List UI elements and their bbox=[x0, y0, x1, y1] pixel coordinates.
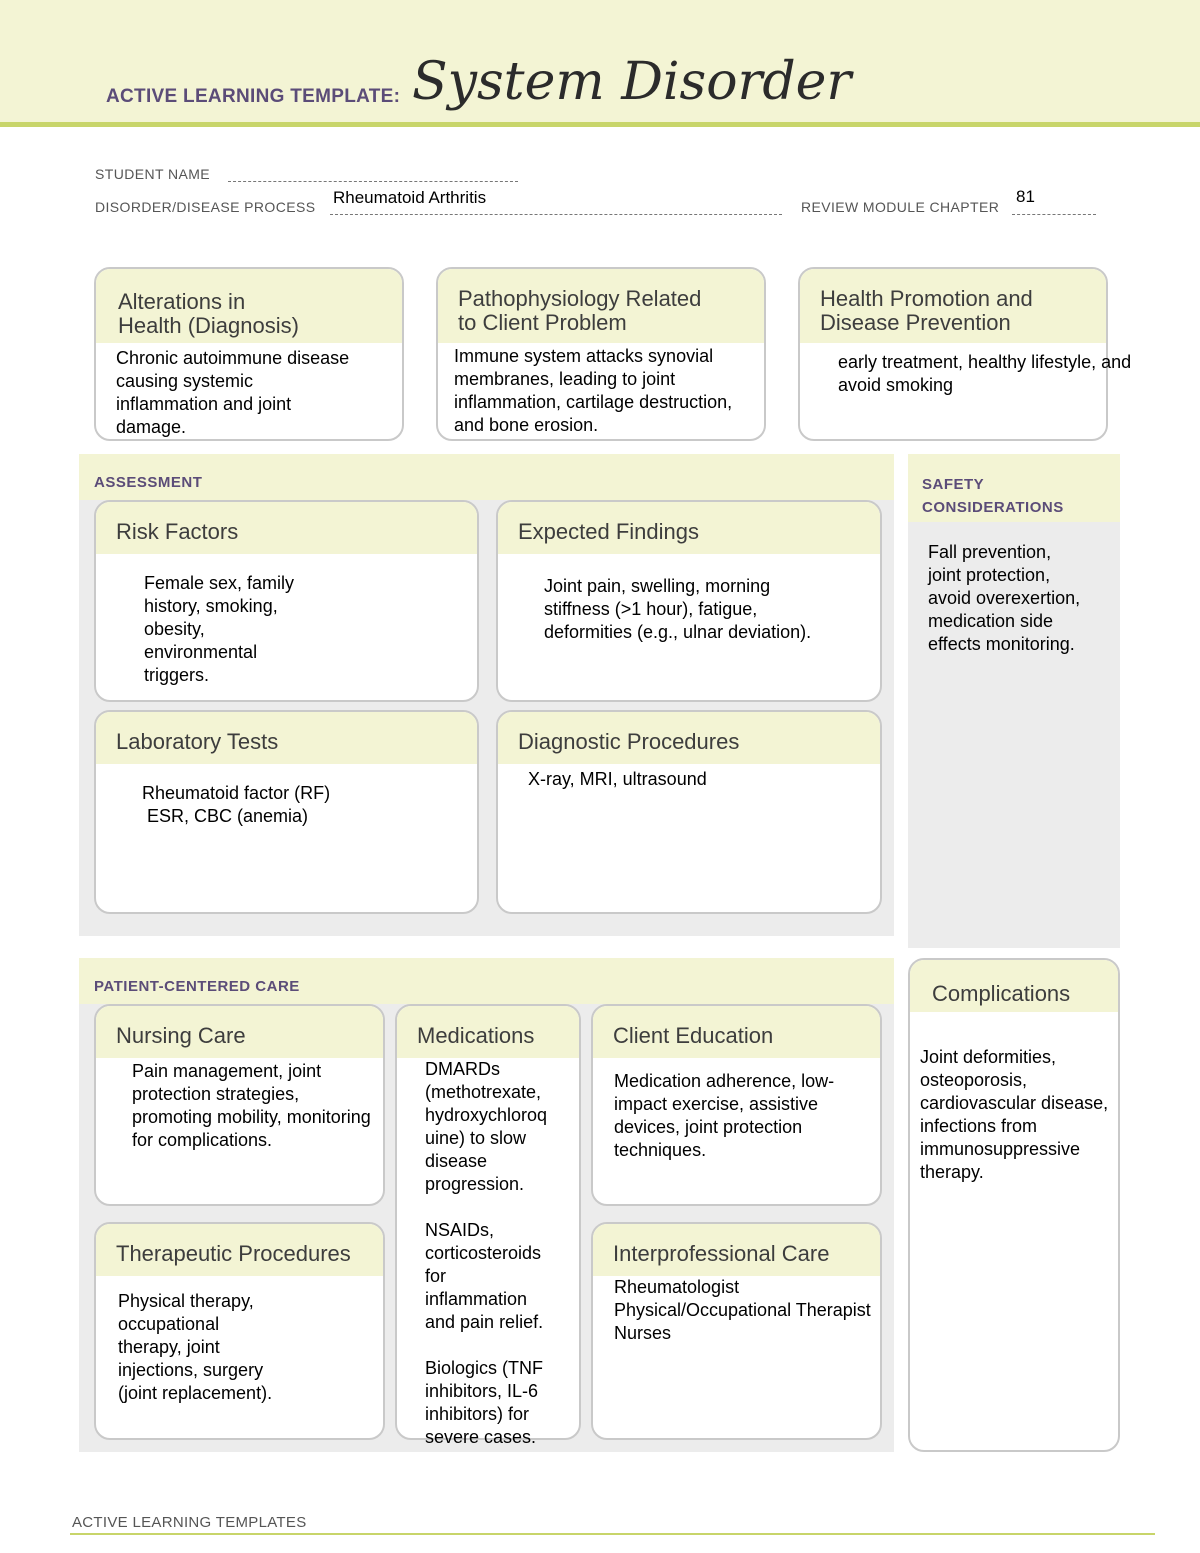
footer-rule bbox=[70, 1533, 1155, 1535]
therapeutic-procedures-text: Physical therapy, occupational therapy, joint injections, surgery (joint replacement). bbox=[118, 1291, 273, 1403]
template-title: System Disorder bbox=[412, 52, 852, 112]
health-promotion-title: Health Promotion and Disease Prevention bbox=[820, 286, 1033, 335]
complications-box bbox=[908, 958, 1120, 1452]
medications-title: Medications bbox=[417, 1023, 535, 1048]
diagnosis-box bbox=[94, 267, 404, 441]
health-promotion-box bbox=[798, 267, 1132, 441]
diagnostic-procedures-box bbox=[496, 710, 882, 914]
expected-findings-box bbox=[496, 500, 882, 702]
laboratory-tests-box bbox=[94, 710, 479, 914]
complications-text: Joint deformities, osteoporosis, cardiovascular disease, infections from immunosuppressive therapy. bbox=[920, 1047, 1109, 1182]
nursing-care-text: Pain management, joint protection strategies, promoting mobility, monitoring for complications. bbox=[132, 1061, 371, 1150]
expected-findings-title: Expected Findings bbox=[518, 519, 699, 544]
safety-label: SAFETY CONSIDERATIONS bbox=[922, 476, 1064, 516]
template-prefix: ACTIVE LEARNING TEMPLATE: bbox=[106, 86, 401, 107]
client-education-text: Medication adherence, low- impact exercise, assistive devices, joint protection techniques. bbox=[614, 1071, 835, 1160]
patient-care-label: PATIENT-CENTERED CARE bbox=[94, 978, 300, 995]
laboratory-tests-text: Rheumatoid factor (RF) ESR, CBC (anemia) bbox=[142, 783, 331, 826]
laboratory-tests-title: Laboratory Tests bbox=[116, 729, 279, 754]
review-chapter-value: 81 bbox=[1016, 187, 1035, 206]
pathophysiology-title: Pathophysiology Related to Client Problem bbox=[458, 286, 702, 335]
header-rule bbox=[0, 122, 1200, 127]
interprofessional-care-text: Rheumatologist Physical/Occupational Therapist Nurses bbox=[614, 1277, 871, 1343]
complications-title: Complications bbox=[932, 981, 1071, 1006]
client-education-title: Client Education bbox=[613, 1023, 774, 1048]
disorder-label: DISORDER/DISEASE PROCESS bbox=[95, 199, 316, 215]
safety-text: Fall prevention, joint protection, avoid overexertion, medication side effects monitoring. bbox=[928, 542, 1081, 654]
review-chapter-label: REVIEW MODULE CHAPTER bbox=[801, 199, 1000, 215]
diagnosis-text: Chronic autoimmune disease causing systemic inflammation and joint damage. bbox=[116, 348, 350, 437]
disorder-field[interactable] bbox=[330, 214, 782, 215]
assessment-label: ASSESSMENT bbox=[94, 474, 203, 491]
safety-panel bbox=[908, 454, 1120, 948]
diagnosis-title: Alterations in Health (Diagnosis) bbox=[118, 289, 299, 338]
medications-box bbox=[395, 1004, 581, 1447]
risk-factors-text: Female sex, family history, smoking, obesity, environmental triggers. bbox=[144, 573, 295, 685]
pathophysiology-box bbox=[436, 267, 766, 441]
interprofessional-care-title: Interprofessional Care bbox=[613, 1241, 830, 1266]
student-name-label: STUDENT NAME bbox=[95, 166, 210, 182]
nursing-care-title: Nursing Care bbox=[116, 1023, 246, 1048]
nursing-care-box bbox=[94, 1004, 385, 1206]
footer-text: ACTIVE LEARNING TEMPLATES bbox=[72, 1514, 307, 1531]
expected-findings-text: Joint pain, swelling, morning stiffness (>1 hour), fatigue, deformities (e.g., ulnar deviation). bbox=[544, 576, 812, 642]
medications-text: DMARDs (methotrexate, hydroxychloroq uine) to slow disease progression. NSAIDs, corticosteroids for inflammation and pain relief. Biologics (TNF inhibitors, IL-6 inhibitors) for severe cases. bbox=[425, 1059, 548, 1447]
review-chapter-field[interactable] bbox=[1012, 214, 1096, 215]
diagnostic-procedures-text: X-ray, MRI, ultrasound bbox=[528, 769, 707, 789]
risk-factors-title: Risk Factors bbox=[116, 519, 239, 544]
student-name-field[interactable] bbox=[228, 181, 518, 182]
diagnostic-procedures-title: Diagnostic Procedures bbox=[518, 729, 740, 754]
therapeutic-procedures-title: Therapeutic Procedures bbox=[116, 1241, 351, 1266]
client-education-box bbox=[591, 1004, 882, 1206]
therapeutic-procedures-box bbox=[94, 1222, 385, 1440]
pathophysiology-text: Immune system attacks synovial membranes, leading to joint inflammation, cartilage destruction, and bone erosion. bbox=[454, 346, 733, 435]
risk-factors-box bbox=[94, 500, 479, 702]
health-promotion-text: early treatment, healthy lifestyle, and avoid smoking bbox=[838, 352, 1132, 395]
interprofessional-care-box bbox=[591, 1222, 882, 1440]
disorder-value: Rheumatoid Arthritis bbox=[333, 188, 487, 207]
